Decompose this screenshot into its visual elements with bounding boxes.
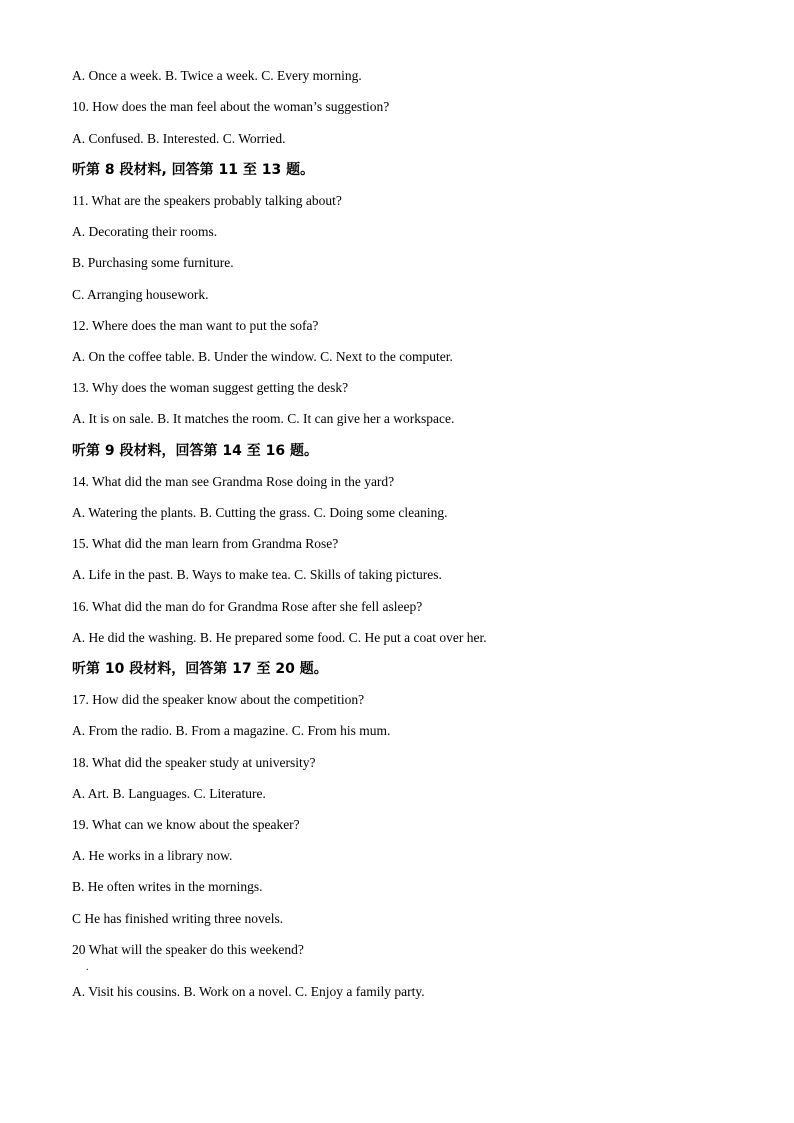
q19-question: 19. What can we know about the speaker? xyxy=(72,817,300,832)
section-heading-9: 听第 9 段材料，回答第 14 至 16 题。 xyxy=(72,443,318,459)
q12-question: 12. Where does the man want to put the sofa? xyxy=(72,318,319,333)
q20-question: 20 What will the speaker do this weekend? xyxy=(72,942,304,957)
q11-question: 11. What are the speakers probably talking about? xyxy=(72,193,342,208)
q12-options: A. On the coffee table. B. Under the window. C. Next to the computer. xyxy=(72,349,453,364)
section-heading-10: 听第 10 段材料，回答第 17 至 20 题。 xyxy=(72,661,328,677)
q16-options: A. He did the washing. B. He prepared some food. C. He put a coat over her. xyxy=(72,630,487,645)
q13-options: A. It is on sale. B. It matches the room. C. It can give her a workspace. xyxy=(72,411,455,426)
q14-options: A. Watering the plants. B. Cutting the grass. C. Doing some cleaning. xyxy=(72,505,448,520)
q11-option-b: B. Purchasing some furniture. xyxy=(72,255,234,270)
q15-options: A. Life in the past. B. Ways to make tea. C. Skills of taking pictures. xyxy=(72,567,442,582)
q17-options: A. From the radio. B. From a magazine. C. From his mum. xyxy=(72,723,391,738)
q19-option-c: C He has finished writing three novels. xyxy=(72,911,284,926)
q16-question: 16. What did the man do for Grandma Rose after she fell asleep? xyxy=(72,599,423,614)
q14-question: 14. What did the man see Grandma Rose doing in the yard? xyxy=(72,474,395,489)
q19-option-b: B. He often writes in the mornings. xyxy=(72,879,263,894)
q9-options: A. Once a week. B. Twice a week. C. Every morning. xyxy=(72,68,362,83)
q10-options: A. Confused. B. Interested. C. Worried. xyxy=(72,131,286,146)
q10-question: 10. How does the man feel about the woman’s suggestion? xyxy=(72,99,390,114)
section-heading-8: 听第 8 段材料, 回答第 11 至 13 题。 xyxy=(72,162,315,178)
q19-option-a: A. He works in a library now. xyxy=(72,848,233,863)
q17-question: 17. How did the speaker know about the competition? xyxy=(72,692,365,707)
q18-options: A. Art. B. Languages. C. Literature. xyxy=(72,786,266,801)
q18-question: 18. What did the speaker study at university? xyxy=(72,755,316,770)
q11-option-a: A. Decorating their rooms. xyxy=(72,224,218,239)
stray-mark: . xyxy=(86,962,89,973)
q13-question: 13. Why does the woman suggest getting the desk? xyxy=(72,380,349,395)
q20-options: A. Visit his cousins. B. Work on a novel. C. Enjoy a family party. xyxy=(72,984,425,999)
q15-question: 15. What did the man learn from Grandma Rose? xyxy=(72,536,339,551)
q11-option-c: C. Arranging housework. xyxy=(72,287,209,302)
